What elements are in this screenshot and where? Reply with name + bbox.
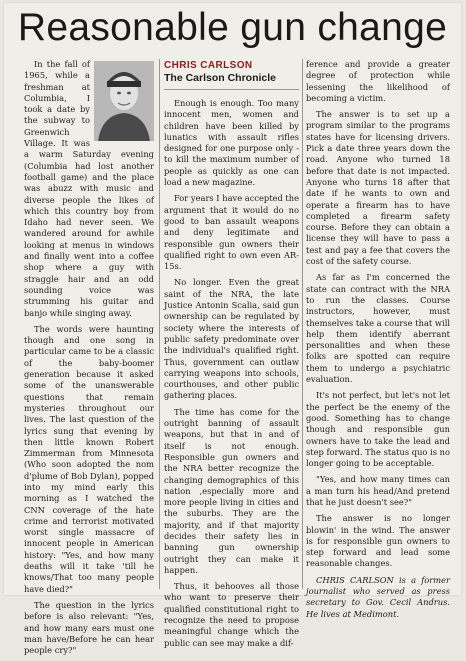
paragraph: For years I have accepted the argument that it would do no good to ban assault weapons and deny legitimate and responsible gun owners their qualified right to own even AR-15s. [164,193,299,272]
column-divider [159,59,160,589]
headline: Reasonable gun change [17,6,448,49]
paragraph: "Yes, and how many times can a man turn his head/And pretend that he just doesn't see?" [306,474,450,507]
author-signoff: CHRIS CARLSON is a former journalist who served as press secretary to Gov. Cecil Andrus. He lives at Medimont. [306,574,450,619]
paragraph: Thus, it behooves all those who want to preserve their qualified constitutional right to recognize the need to propose meaningful change which the public can see may make a dif- [164,581,299,648]
author-photo-icon [94,61,154,141]
paragraph: The question in the lyrics before is also relevant: "Yes, and how many ears must one man have/Before he can hear people cry?" [24,599,154,656]
paragraph: No longer. Even the great saint of the NRA, the late Justice Antonin Scalia, said gun ownership can be regulated by society where the interests of public safety predominate over the individual's qualified right. Thus, government can outlaw carrying weapons into schools, courthouses, and other public gathering places. [164,277,299,401]
paragraph: Enough is enough. Too many innocent men, women and children have been killed by lunatics with assault rifles designed for one purpose only - to kill the maximum number of people as quickly as one can load a new magazine. [164,98,299,188]
paragraph: As far as I'm concerned the state can contract with the NRA to run the classes. Course instructors, however, must themselves take a course that will help them identify aberrant personalities and when these folks are spotted can require them to undergo a psychiatric evaluation. [306,272,450,385]
paragraph: The answer is no longer blowin' in the wind. The answer is for responsible gun owners to step forward and lead some reasonable changes. [306,513,450,569]
paragraph: In the fall of 1965, while a freshman at Columbia, I took a date by the subway to Greenwich Village. It was a warm Saturday evening (Columbia had lost another football game) and the place was abuzz with music and diverse people the likes of which this country boy from Idaho had never seen. We wandered around for awhile looking at menus in windows and finally went into a coffee shop where a guy with straggle hair and an odd sounding voice was strumming his guitar and banjo while singing away. [24,59,154,318]
newspaper-clipping [4,3,461,656]
column-divider [302,59,303,589]
paragraph: The time has come for the outright banning of assault weapons, but that in and of itself is not enough. Responsible gun owners and the NRA better recognize the changing demographics of this nation ,especially more and more people living in cities and the suburbs. They are the majority, and if that majority decides their safety lies in banning gun ownership outright they can make it happen. [164,406,299,575]
byline [164,59,299,90]
byline-name: CHRIS CARLSON [164,60,253,71]
paragraph: It's not perfect, but let's not let the perfect be the enemy of the good. Something has to change though and responsible gun owners have to take the lead and step forward. The status quo is no longer going to be acceptable. [306,390,450,469]
column-3 [306,59,450,625]
column-1 [24,59,154,661]
paragraph: The words were haunting though and one song in particular came to be a classic of the baby-boomer generation because it asked some of the unanswerable questions that remain mysteries throughout our lives. The last question of the lyrics sung that evening by then little known Robert Zimmerman from Minnesota (Who soon adopted the nom d'plume of Bob Dylan), popped into my mind early this morning as I watched the CNN coverage of the hate crime and terrorist motivated worst single massacre of innocent people in American history: "Yes, and how many deaths will it take 'till he knows/That too many people have died?" [24,323,155,594]
paragraph: The answer is to set up a program similar to the programs states have for licensing drivers. Pick a date three years down the road. Anyone who turned 18 before that date is not impacted. Anyone who turns 18 after that date if he wants to own and operate a firearm has to have completed a firearm safety course. Before they can obtain a license they will have to pass a test and pay a fee that covers the cost of the safety course. [306,109,450,267]
author-photo [94,61,154,141]
paragraph: ference and provide a greater degree of protection while lessening the likelihood of becoming a victim. [306,59,450,103]
byline-paper: The Carlson Chronicle [164,72,277,84]
column-2 [164,59,299,654]
